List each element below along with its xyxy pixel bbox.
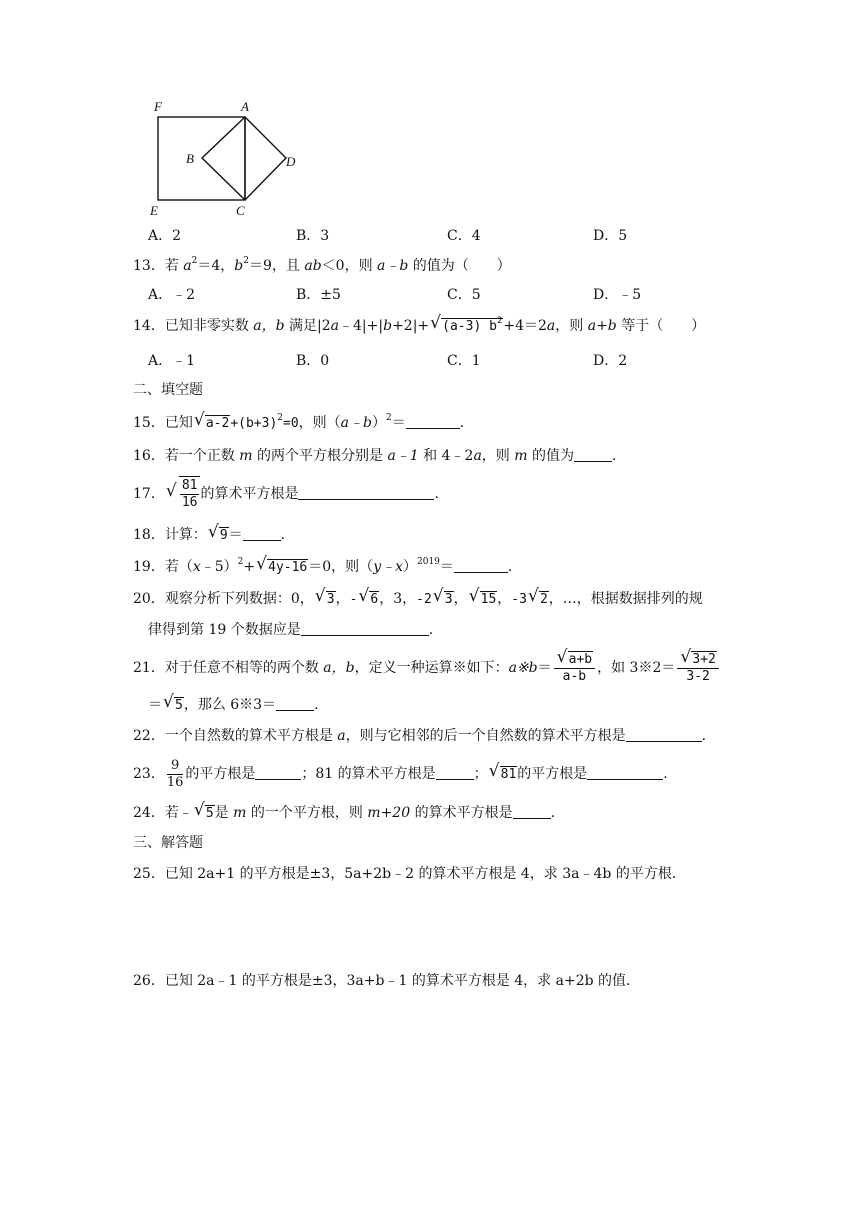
question-25: 25．已知 2a+1 的平方根是±3，5a+2b﹣2 的算术平方根是 4，求 3a﹣4b 的平方根． — [133, 866, 686, 882]
question-23: 23． $\frac{9}{16}$ 的平方根是 ；81 的算术平方根是 ；√ 81的平方根是 . — [133, 756, 668, 793]
section-fill-in: 二、填空题 — [133, 382, 203, 398]
q19-answer-blank[interactable] — [454, 558, 508, 573]
question-20: 20．观察分析下列数据：0，√ 3，-√ 6，3，-2√ 3，√ 15，-3√ 2，…，根据数据排列的规 — [133, 589, 703, 610]
geometry-figure — [140, 96, 310, 226]
q22-answer-blank[interactable] — [626, 727, 702, 742]
question-21: 21．对于任意不相等的两个数 a，b，定义一种运算※如下：a※b＝ √ $\frac{a+b}{a-b}$ ，如 3※2＝ √ $\frac{3+2}{3-2}$ — [133, 648, 721, 688]
question-19: 19．若（x﹣5）$^2$+√ 4y-16＝0，则（y﹣x）$^{2019}$＝ . — [133, 557, 512, 578]
q18-answer-blank[interactable] — [243, 526, 281, 541]
q14-option-b: B．0 — [296, 353, 330, 369]
question-20-line-2: 律得到第 19 个数据应是 . — [148, 622, 434, 638]
label-d: D — [286, 154, 296, 169]
question-13: 13．若 $a^2=4$，$b^2=9$，且 ab＜0，则 a﹣b 的值为（ ） — [133, 256, 511, 274]
label-b: B — [186, 151, 194, 166]
q12-option-c: C．4 — [447, 228, 481, 244]
q17-answer-blank[interactable] — [298, 485, 434, 500]
question-17: 17． √ $\frac{81}{16}$ 的算术平方根是 . — [133, 476, 439, 513]
question-21-line-2: ＝√ 5，那么 6※3＝ . — [148, 695, 319, 716]
q12-option-b: B．3 — [296, 228, 330, 244]
q13-option-c: C．5 — [447, 287, 481, 303]
question-18: 18．计算：√ 9＝ . — [133, 525, 285, 546]
question-15: 15．已知√ $a-2+(b+3)^2=0$，则（a﹣b）$^2$＝ . — [133, 413, 464, 434]
q23-answer-blank-3[interactable] — [587, 765, 663, 780]
q20-answer-blank[interactable] — [301, 621, 429, 636]
question-24: 24．若﹣√ 5是 m 的一个平方根，则 m+20 的算术平方根是 . — [133, 803, 555, 824]
q14-option-a: A．﹣1 — [148, 353, 196, 369]
label-c: C — [236, 203, 245, 218]
q14-option-c: C．1 — [447, 353, 481, 369]
question-14: 14．已知非零实数 a，b 满足|2a﹣4|+|b+2|+√ (a-3) $b^2+4=2a$，则 a+b 等于（ ） — [133, 316, 705, 337]
q12-option-d: D．5 — [593, 228, 628, 244]
label-f: F — [154, 99, 162, 114]
question-22: 22．一个自然数的算术平方根是 a，则与它相邻的后一个自然数的算术平方根是 . — [133, 728, 707, 744]
q13-option-d: D．﹣5 — [593, 287, 642, 303]
triangle-adc — [245, 117, 286, 200]
section-solutions: 三、解答题 — [133, 835, 203, 851]
q24-answer-blank[interactable] — [513, 804, 551, 819]
label-e: E — [150, 203, 158, 218]
q15-answer-blank[interactable] — [406, 414, 460, 429]
q16-answer-blank[interactable] — [574, 447, 612, 462]
q23-answer-blank-1[interactable] — [255, 765, 301, 780]
q13-option-a: A．﹣2 — [148, 287, 196, 303]
q23-answer-blank-2[interactable] — [436, 765, 474, 780]
q21-answer-blank[interactable] — [276, 696, 314, 711]
label-a: A — [241, 99, 249, 114]
question-16: 16．若一个正数 m 的两个平方根分别是 a﹣1 和 4﹣2a，则 m 的值为 . — [133, 448, 617, 464]
triangle-abc — [202, 117, 245, 200]
q14-option-d: D．2 — [593, 353, 628, 369]
q13-option-b: B．±5 — [296, 287, 341, 303]
question-26: 26．已知 2a﹣1 的平方根是±3，3a+b﹣1 的算术平方根是 4，求 a+2b 的值． — [133, 973, 641, 989]
q12-option-a: A．2 — [148, 228, 182, 244]
